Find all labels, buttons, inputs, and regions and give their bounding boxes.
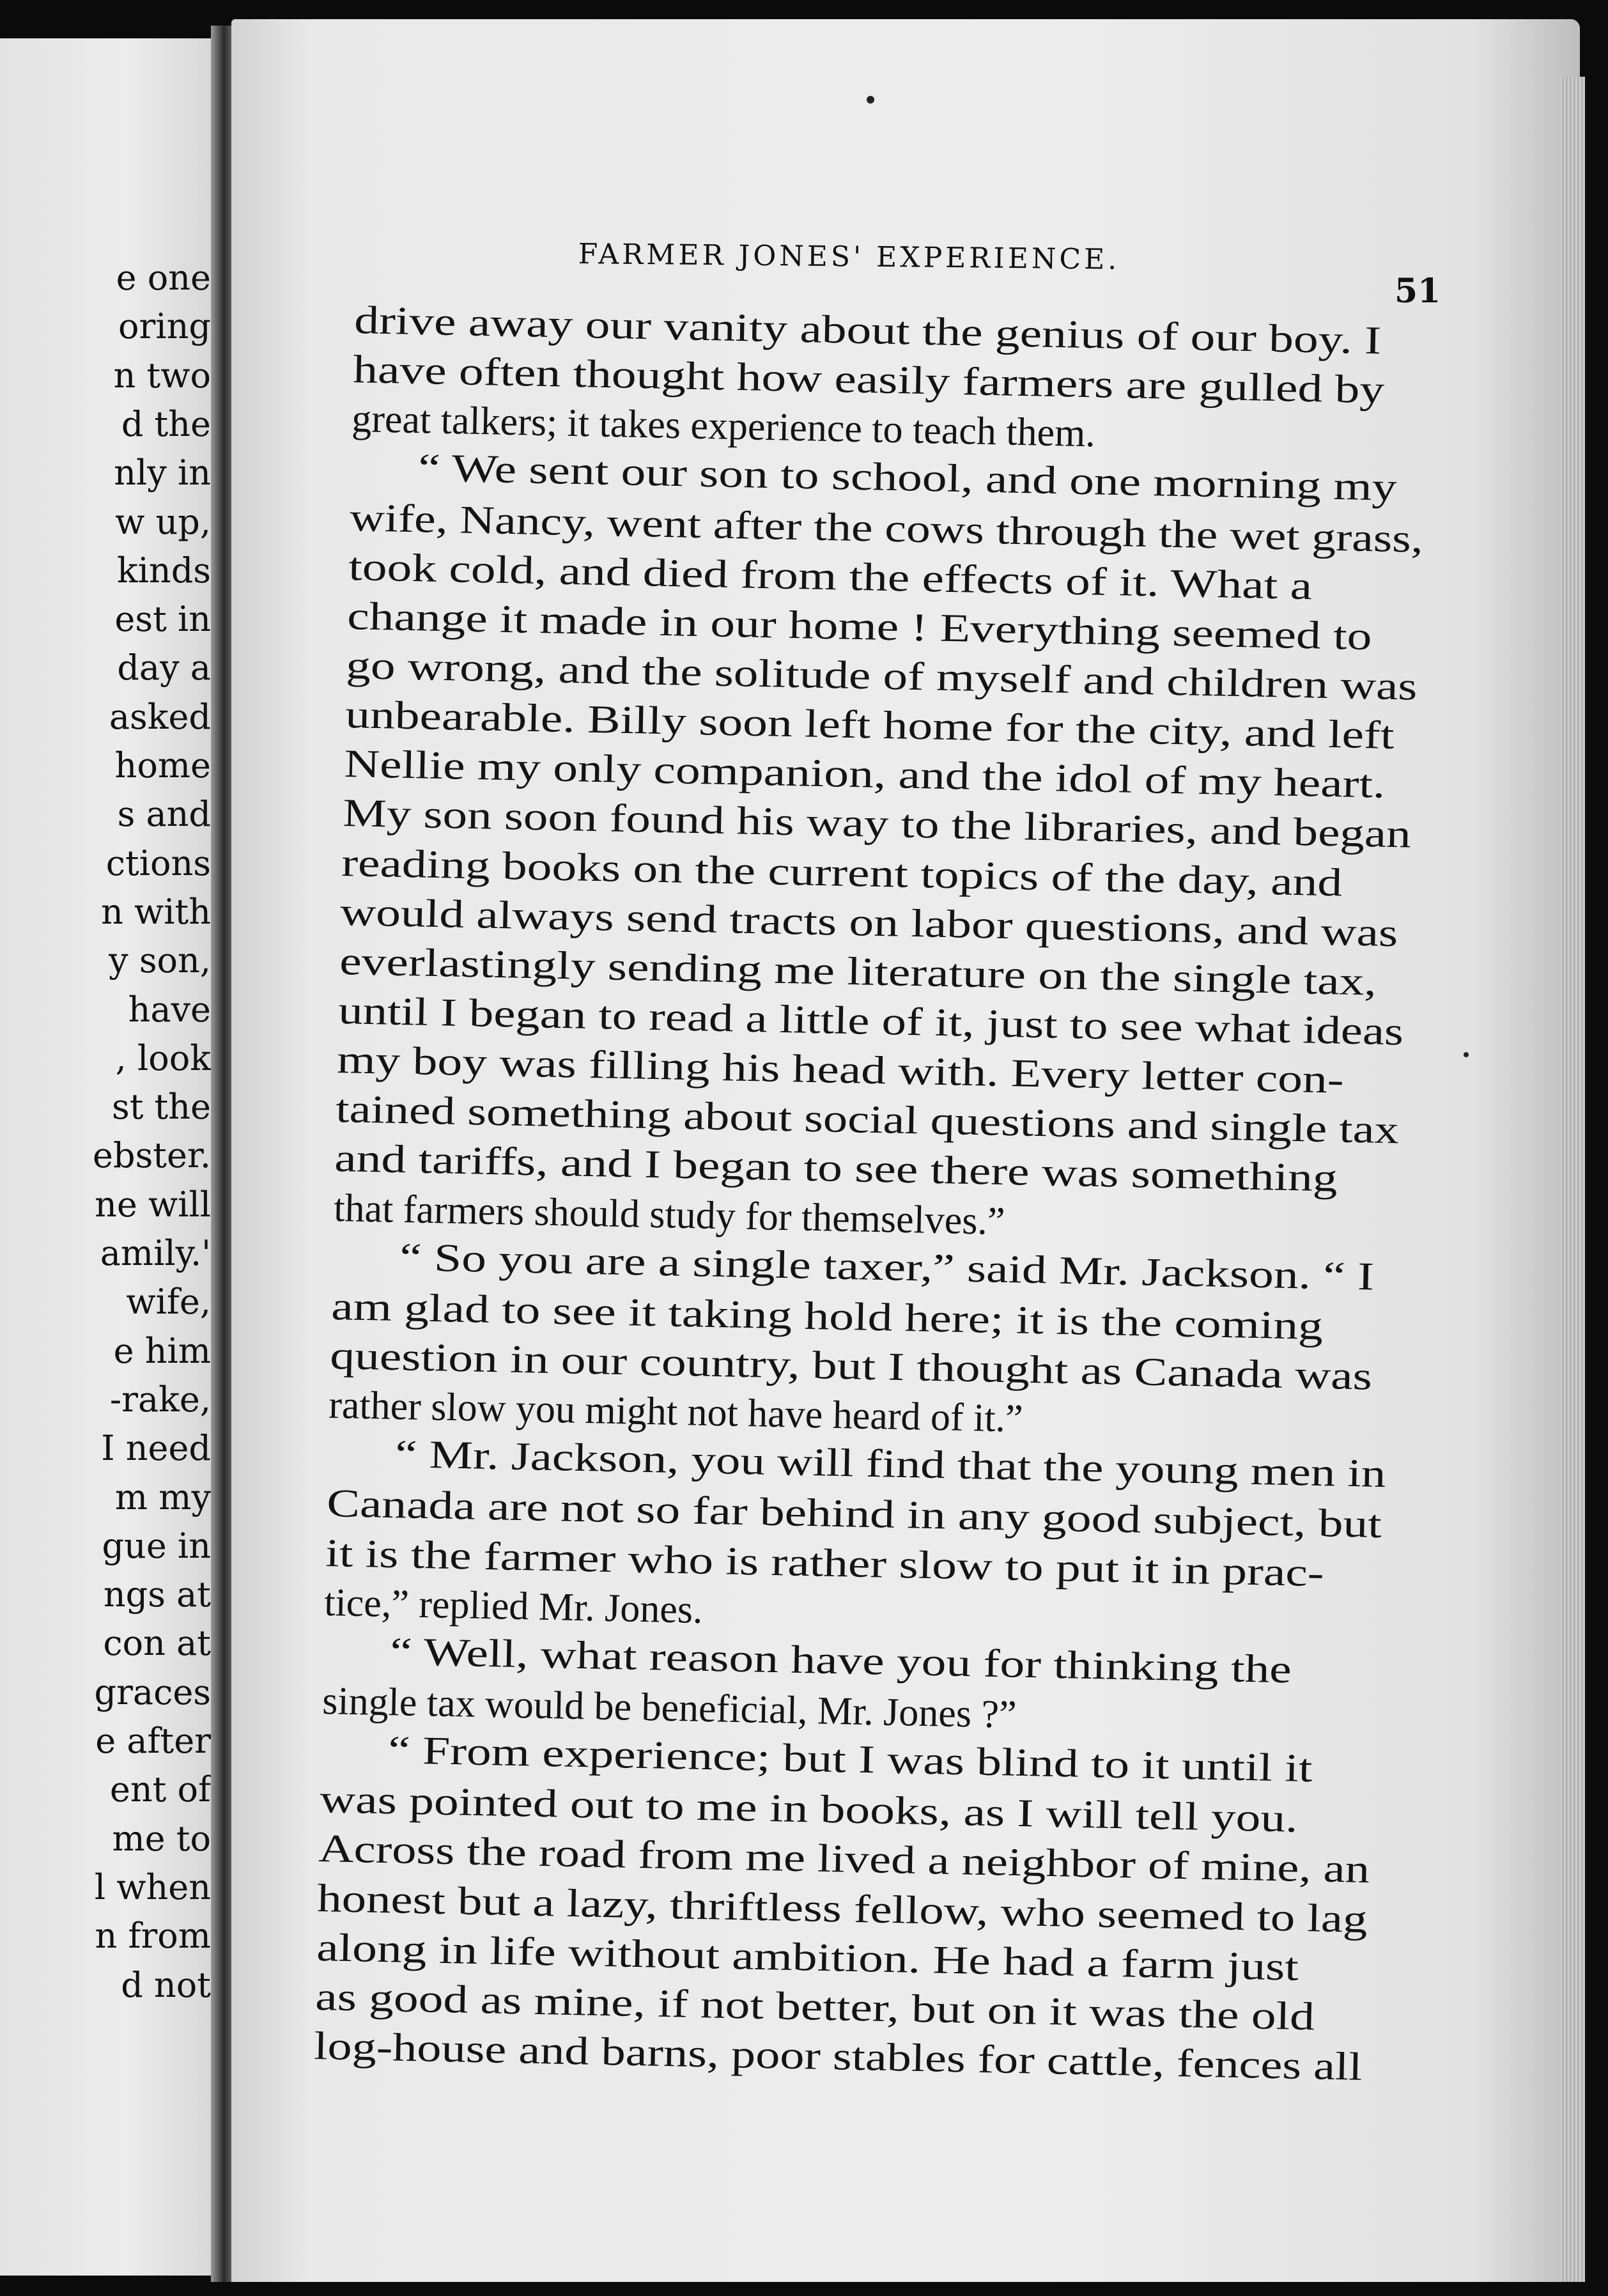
previous-page-line: oring: [118, 306, 211, 347]
text-line: have often thought how easily farmers are gulled by: [352, 348, 1386, 412]
scan-speck: [867, 96, 874, 104]
previous-page-line: d the: [121, 403, 211, 444]
text-line: my boy was filling his head with. Every letter con-: [336, 1038, 1345, 1102]
previous-page-line: graces: [94, 1672, 211, 1712]
previous-page-line: , look: [115, 1037, 211, 1078]
previous-page-line: home: [114, 745, 211, 786]
text-line: tice,” replied Mr. Jones.: [323, 1580, 704, 1632]
previous-page-line: have: [128, 989, 211, 1030]
previous-page-line: ne will: [95, 1184, 211, 1225]
previous-page-line: ent of: [109, 1769, 211, 1810]
previous-page-line: n from: [95, 1916, 211, 1957]
text-line: everlastingly sending me literature on the single tax,: [339, 939, 1377, 1004]
previous-page-line: st the: [111, 1087, 211, 1128]
previous-page-line: est in: [114, 599, 211, 640]
text-line: change it made in our home ! Everything seemed to: [346, 594, 1373, 659]
previous-page-line: kinds: [116, 550, 211, 591]
scan-speck: [1464, 1052, 1469, 1057]
previous-page-line: nly in: [114, 453, 211, 493]
text-line: reading books on the current topics of the day, and: [341, 841, 1343, 904]
previous-page-line: I need: [101, 1428, 211, 1469]
previous-page-line: amily.': [100, 1233, 211, 1273]
text-line: Nellie my only companion, and the idol of my heart.: [343, 742, 1386, 807]
previous-page-line: ngs at: [103, 1574, 211, 1615]
text-line: log-house and barns, poor stables for cattle, fences all: [313, 2024, 1363, 2089]
previous-page-line: day a: [117, 648, 211, 688]
previous-page-line: m my: [114, 1477, 211, 1517]
text-line: question in our country, but I thought as Canada was: [329, 1334, 1373, 1399]
text-line: drive away our vanity about the genius of our boy. I: [353, 299, 1382, 363]
text-line: great talkers; it takes experience to teach them.: [352, 397, 1096, 456]
text-line: rather slow you might not have heard of it.”: [329, 1383, 1024, 1441]
text-line: tained something about social questions and single tax: [335, 1087, 1400, 1152]
previous-page-line: d not: [121, 1964, 211, 2005]
text-line: honest but a lazy, thriftless fellow, who seemed to lag: [317, 1876, 1368, 1941]
text-line: unbearable. Billy soon left home for the city, and left: [344, 693, 1395, 758]
previous-page-line: n with: [101, 891, 211, 932]
text-line: until I began to read a little of it, just to see what ideas: [337, 989, 1404, 1054]
previous-page-line: l when: [94, 1866, 211, 1907]
text-line: am glad to see it taking hold here; it is the coming: [330, 1284, 1324, 1348]
text-line: as good as mine, if not better, but on it was the old: [314, 1974, 1315, 2039]
previous-page-line: me to: [112, 1818, 211, 1859]
previous-page-line: e after: [95, 1721, 211, 1761]
text-line: “ Mr. Jackson, you will find that the young men in: [394, 1432, 1386, 1496]
page-number: 51: [1395, 272, 1441, 311]
text-line: and tariffs, and I began to see there was something: [334, 1136, 1338, 1200]
text-line: was pointed out to me in books, as I will tell you.: [319, 1778, 1299, 1841]
previous-page-line: ctions: [105, 842, 211, 883]
text-line: along in life without ambition. He had a farm just: [316, 1925, 1299, 1989]
running-head: FARMER JONES' EXPERIENCE.: [578, 238, 1120, 276]
text-line: wife, Nancy, went after the cows through the wet grass,: [349, 495, 1424, 561]
previous-page-line: n two: [113, 355, 211, 396]
previous-page-line: wife,: [126, 1282, 211, 1323]
previous-page-line: asked: [109, 696, 211, 737]
text-line: “ From experience; but I was blind to it until it: [387, 1728, 1313, 1791]
previous-page-line: con at: [103, 1623, 211, 1664]
previous-page-line: gue in: [102, 1525, 211, 1566]
text-line: Across the road from me lived a neighbor of mine, an: [318, 1827, 1370, 1892]
text-line: single tax would be beneficial, Mr. Jones ?”: [321, 1679, 1017, 1737]
text-line: took cold, and died from the effects of it. What a: [348, 545, 1313, 608]
previous-page-line: w up,: [115, 501, 211, 542]
text-line: “ So you are a single taxer,” said Mr. Jackson. “ I: [399, 1235, 1375, 1299]
text-line: My son soon found his way to the libraries, and began: [342, 791, 1412, 857]
text-line: “ Well, what reason have you for thinking the: [390, 1629, 1292, 1692]
text-line: would always send tracts on labor questions, and was: [340, 890, 1399, 955]
previous-page-line: s and: [117, 794, 211, 835]
previous-page-line: e him: [113, 1330, 211, 1371]
previous-page-line: -rake,: [109, 1379, 211, 1420]
text-line: it is the farmer who is rather slow to put it in prac-: [325, 1531, 1325, 1595]
previous-page-line: y son,: [109, 940, 211, 981]
text-line: go wrong, and the solitude of myself and children was: [346, 644, 1418, 709]
text-line: “ We sent our son to school, and one morning my: [417, 446, 1397, 510]
text-line: that farmers should study for themselves.”: [333, 1186, 1005, 1243]
previous-page-line: e one: [116, 258, 211, 298]
text-line: Canada are not so far behind in any good subject, but: [326, 1482, 1382, 1547]
previous-page-line: ebster.: [93, 1135, 211, 1176]
